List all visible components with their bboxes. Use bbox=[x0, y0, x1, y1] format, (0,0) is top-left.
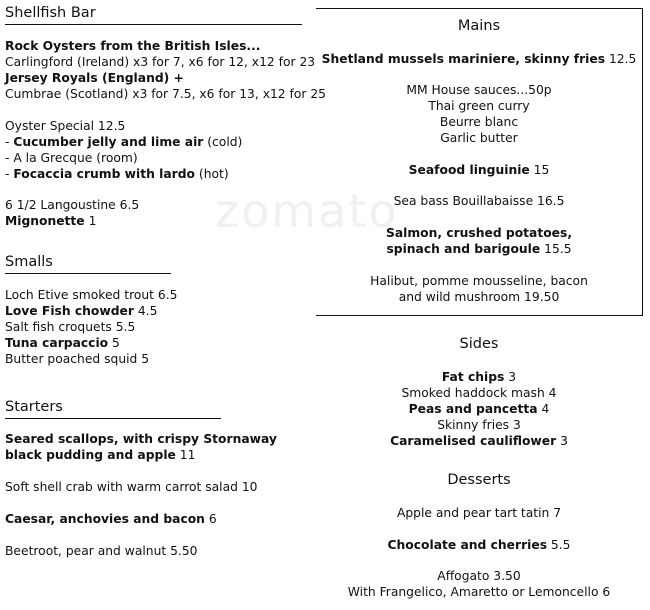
shellfish-bar-heading bbox=[5, 4, 302, 25]
menu-item: Rock Oysters from the British Isles... bbox=[5, 39, 261, 53]
section-title: Sides bbox=[459, 336, 499, 352]
menu-item: Chocolate and cherries 5.5 bbox=[387, 538, 571, 552]
oyster-special bbox=[5, 118, 242, 182]
menu-item: spinach and barigoule 15.5 bbox=[386, 242, 572, 256]
menu-item: Garlic butter bbox=[440, 131, 518, 145]
menu-item: Cumbrae (Scotland) x3 for 7.5, x6 for 13, x12 for 25 bbox=[5, 87, 326, 101]
menu-item: Halibut, pomme mousseline, bacon bbox=[370, 274, 588, 288]
menu-item: Fat chips 3 bbox=[441, 370, 517, 384]
section-title: Smalls bbox=[5, 253, 171, 274]
menu-item: Caesar, anchovies and bacon 6 bbox=[5, 512, 217, 526]
section-title: Shellfish Bar bbox=[5, 4, 302, 25]
mussels-item bbox=[316, 51, 642, 67]
menu-item: Affogato 3.50 bbox=[437, 569, 521, 583]
linguinie-item bbox=[316, 162, 642, 178]
tatin-item bbox=[316, 505, 642, 521]
menu-item: Mignonette 1 bbox=[5, 214, 97, 228]
menu-item: Jersey Royals (England) + bbox=[5, 71, 184, 85]
menu-item: With Frangelico, Amaretto or Lemoncello 6 bbox=[347, 585, 611, 599]
menu-item: Seared scallops, with crispy Stornaway bbox=[5, 432, 277, 446]
beetroot-item bbox=[5, 543, 197, 559]
section-title: Mains bbox=[457, 18, 501, 34]
menu-item: 6 1/2 Langoustine 6.5 bbox=[5, 198, 140, 212]
chocolate-item bbox=[316, 537, 642, 553]
caesar-item bbox=[5, 511, 217, 527]
section-title: Starters bbox=[5, 398, 221, 419]
menu-item: and wild mushroom 19.50 bbox=[398, 290, 560, 304]
starters-items bbox=[5, 431, 277, 463]
affogato-item bbox=[316, 568, 642, 600]
menu-item: Smoked haddock mash 4 bbox=[401, 386, 557, 400]
menu-item: - Focaccia crumb with lardo (hot) bbox=[5, 167, 229, 181]
smalls-heading bbox=[5, 253, 171, 274]
bouillabaisse-item bbox=[316, 193, 642, 209]
sides-heading bbox=[316, 335, 642, 353]
crab-item bbox=[5, 479, 258, 495]
menu-item: Shetland mussels mariniere, skinny fries 12.5 bbox=[321, 52, 637, 66]
menu-item: Tuna carpaccio 5 bbox=[5, 336, 120, 350]
menu-item: Beetroot, pear and walnut 5.50 bbox=[5, 544, 198, 558]
menu-item: Apple and pear tart tatin 7 bbox=[396, 506, 562, 520]
menu-item: Butter poached squid 5 bbox=[5, 352, 150, 366]
shellfish-items bbox=[5, 38, 326, 102]
menu-item: Skinny fries 3 bbox=[437, 418, 521, 432]
menu-item: Soft shell crab with warm carrot salad 10 bbox=[5, 480, 258, 494]
starters-heading bbox=[5, 398, 221, 419]
sides-items bbox=[316, 369, 642, 449]
menu-item: Love Fish chowder 4.5 bbox=[5, 304, 158, 318]
menu-item: Caramelised cauliflower 3 bbox=[390, 434, 568, 448]
halibut-item bbox=[316, 273, 642, 305]
desserts-heading bbox=[316, 471, 642, 489]
menu-item: Peas and pancetta 4 bbox=[408, 402, 550, 416]
mains-heading bbox=[316, 17, 642, 35]
menu-item: - A la Grecque (room) bbox=[5, 151, 138, 165]
menu-item: - Cucumber jelly and lime air (cold) bbox=[5, 135, 243, 149]
menu-item: Salmon, crushed potatoes, bbox=[385, 226, 573, 240]
house-sauces bbox=[316, 82, 642, 146]
menu-item: MM House sauces...50p bbox=[406, 83, 552, 97]
menu-item: Seafood linguinie 15 bbox=[408, 163, 550, 177]
menu-item: Beurre blanc bbox=[439, 115, 519, 129]
menu-item: Sea bass Bouillabaisse 16.5 bbox=[393, 194, 565, 208]
section-title: Desserts bbox=[447, 472, 511, 488]
langoustine-items bbox=[5, 197, 139, 229]
menu-item: Salt fish croquets 5.5 bbox=[5, 320, 136, 334]
menu-item: Thai green curry bbox=[428, 99, 530, 113]
menu-item: Oyster Special 12.5 bbox=[5, 119, 126, 133]
menu-item: Loch Etive smoked trout 6.5 bbox=[5, 288, 178, 302]
zomato-watermark: zomato bbox=[215, 184, 399, 238]
salmon-item bbox=[316, 225, 642, 257]
smalls-items bbox=[5, 287, 177, 367]
menu-item: black pudding and apple 11 bbox=[5, 448, 196, 462]
menu-item: Carlingford (Ireland) x3 for 7, x6 for 12, x12 for 23 bbox=[5, 55, 316, 69]
